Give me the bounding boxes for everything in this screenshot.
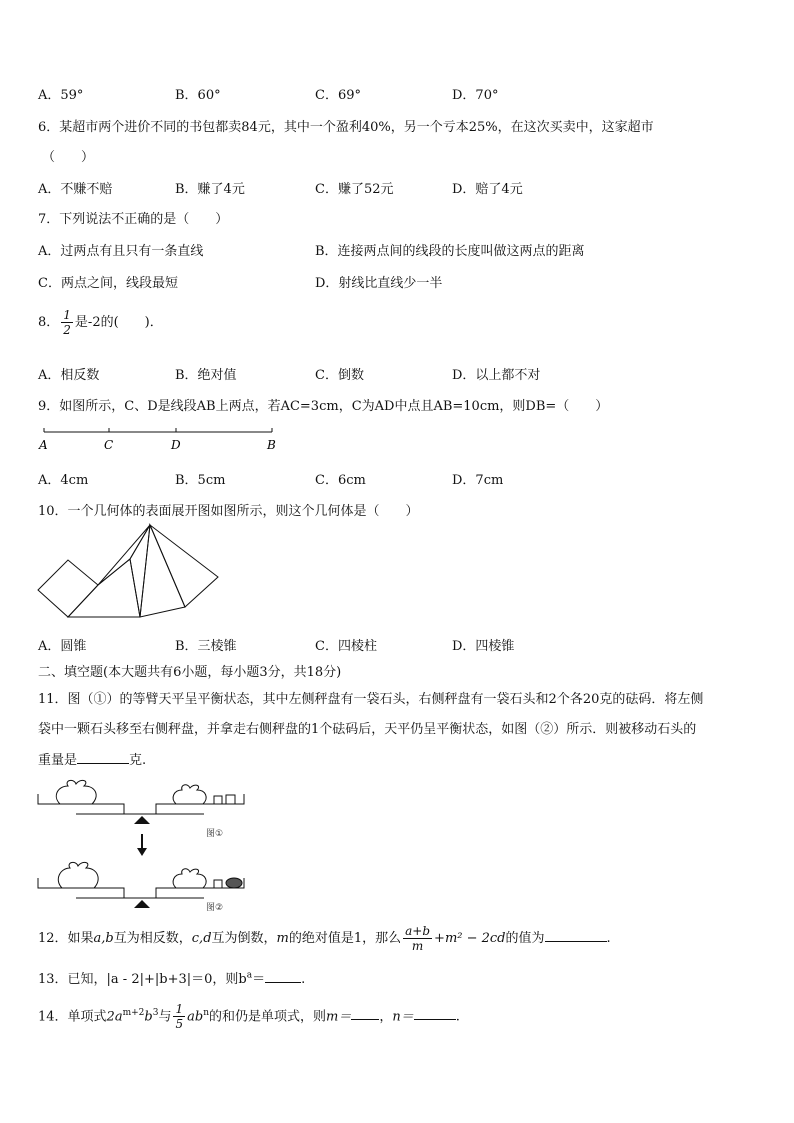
q10-option-b: B．三棱锥	[175, 639, 237, 654]
q9-text: 9．如图所示，C、D是线段AB上两点，若AC=3cm，C为AD中点且AB=10cm，则DB=（ ）	[38, 399, 609, 414]
q14-term1-b: b	[144, 1009, 153, 1025]
q10-option-a: A．圆锥	[38, 639, 87, 654]
net-triangle-4	[150, 525, 218, 607]
q13-sup: a	[246, 970, 253, 981]
q14-term1-b-sup: 3	[152, 1008, 159, 1018]
q14-mid: 与	[158, 1009, 172, 1025]
net-triangle-2	[130, 525, 150, 617]
q11-line-3	[38, 749, 146, 768]
q14-n-blank[interactable]	[414, 1007, 456, 1020]
q14-question	[38, 996, 460, 1034]
net-triangle-1	[98, 525, 150, 585]
q12-answer-blank[interactable]	[545, 929, 607, 942]
fig2-moved-stone-icon	[226, 878, 242, 888]
fig2-caption: 图②	[206, 903, 224, 913]
q14-fraction	[173, 1002, 185, 1031]
q7-option-d: D．射线比直线少一半	[315, 276, 443, 291]
q8-option-c: C．倒数	[315, 368, 364, 383]
q12-cd: c,d	[191, 931, 212, 946]
q7-option-b: B．连接两点间的线段的长度叫做这两点的距离	[315, 244, 585, 259]
q5-option-a: A．59°	[38, 88, 84, 103]
q8-question	[38, 308, 163, 337]
q13-mid: ＝	[252, 972, 266, 987]
q10-option-c: C．四棱柱	[315, 639, 377, 654]
point-label-d: D	[171, 438, 181, 452]
q14-m-blank[interactable]	[351, 1007, 379, 1020]
q14-frac-num: 1	[175, 1002, 184, 1017]
fig2-weight-icon	[214, 880, 222, 888]
q14-comma: ，	[379, 1009, 393, 1025]
q9-option-a: A．4cm	[38, 473, 89, 488]
q12-mid2: 互为倒数，	[211, 931, 277, 946]
q8-option-a: A．相反数	[38, 368, 100, 383]
q6-option-c: C．赚了52元	[315, 182, 394, 197]
q12-expr: +m² − 2cd	[434, 931, 506, 946]
fig1-fulcrum	[134, 816, 150, 824]
q13-end: .	[301, 972, 306, 987]
q6-text: 6．某超市两个进价不同的书包都卖84元，其中一个盈利40%，另一个亏本25%，在这次买卖中，这家超市	[38, 120, 654, 135]
point-label-a: A	[39, 438, 48, 452]
q8-prefix: 8．	[38, 315, 60, 330]
net-triangle-3	[140, 525, 185, 617]
point-label-b: B	[267, 438, 276, 452]
fig2-left-stone-bag-icon	[58, 862, 98, 888]
q14-term1: 2a	[106, 1009, 123, 1025]
fig2-right-stone-bag-icon	[173, 869, 206, 888]
q8-suffix: 是-2的( )．	[74, 315, 163, 330]
q11-answer-blank[interactable]	[77, 751, 129, 764]
q7-option-a: A．过两点有且只有一条直线	[38, 244, 204, 259]
q9-option-d: D．7cm	[452, 473, 504, 488]
q14-term1-sup: m+2	[122, 1008, 145, 1018]
q12-question	[38, 922, 611, 956]
q6-option-b: B．赚了4元	[175, 182, 245, 197]
q12-end: .	[606, 931, 611, 946]
q11-balance-figure	[34, 776, 264, 916]
fig1-right-stone-bag-icon	[173, 785, 206, 804]
section-heading-fill-in: 二、填空题(本大题共有6小题，每小题3分，共18分)	[38, 665, 342, 680]
q8-option-d: D．以上都不对	[452, 368, 541, 383]
q6-option-a: A．不赚不赔	[38, 182, 113, 197]
q12-pre: 12．如果	[38, 931, 94, 946]
q7-option-c: C．两点之间，线段最短	[38, 276, 178, 291]
q9-segment-figure	[36, 424, 286, 454]
down-arrow-icon	[137, 848, 147, 856]
q14-end: .	[455, 1009, 460, 1025]
q10-option-d: D．四棱锥	[452, 639, 515, 654]
q5-option-d: D．70°	[452, 88, 499, 103]
q12-fraction	[403, 924, 432, 953]
q8-frac-den: 2	[63, 323, 71, 337]
q12-ab: a,b	[93, 931, 114, 946]
fig2-fulcrum	[134, 900, 150, 908]
fig1-weight-2-icon	[226, 795, 235, 804]
q9-option-c: C．6cm	[315, 473, 366, 488]
q6-paren: （ ）	[42, 150, 95, 165]
q12-frac-num: a+b	[405, 924, 431, 938]
q10-text: 10．一个几何体的表面展开图如图所示，则这个几何体是（ ）	[38, 504, 419, 519]
q11-line-3-pre: 重量是	[38, 753, 78, 768]
q12-post: 的值为	[505, 931, 545, 946]
q14-pre: 14．单项式	[38, 1009, 107, 1025]
fig1-weight-1-icon	[214, 796, 222, 804]
q14-m-label: m＝	[326, 1009, 352, 1025]
q14-post: 的和仍是单项式，则	[208, 1009, 326, 1025]
fig1-left-stone-bag-icon	[56, 780, 96, 804]
q8-option-b: B．绝对值	[175, 368, 237, 383]
q14-n-label: n＝	[392, 1009, 414, 1025]
fig1-caption: 图①	[206, 829, 224, 839]
net-base-face	[68, 559, 140, 617]
q11-line-1: 11．图（①）的等臂天平呈平衡状态，其中左侧秤盘有一袋石头，右侧秤盘有一袋石头和2个各20克的砝码．将左侧	[38, 692, 704, 707]
q11-line-2: 袋中一颗石头移至右侧秤盘，并拿走右侧秤盘的1个砝码后，天平仍呈平衡状态，如图（②）所示．则被移动石头的	[38, 722, 697, 737]
q14-term2-sup: n	[203, 1008, 209, 1018]
q10-net-figure	[30, 522, 230, 622]
q8-fraction	[61, 308, 73, 337]
q8-frac-num: 1	[63, 308, 71, 322]
q14-term2: ab	[187, 1009, 204, 1025]
q12-m: m	[276, 931, 289, 946]
point-label-c: C	[104, 438, 114, 452]
q12-frac-den: m	[411, 939, 424, 953]
q5-option-c: C．69°	[315, 88, 361, 103]
q6-option-d: D．赔了4元	[452, 182, 523, 197]
q13-pre: 13．已知，|a - 2|+|b+3|＝0，则b	[38, 972, 247, 987]
q12-mid1: 互为相反数，	[113, 931, 192, 946]
net-side-square	[38, 560, 98, 617]
q13-answer-blank[interactable]	[265, 970, 301, 983]
q13-question	[38, 968, 305, 987]
q12-mid3: 的绝对值是1，那么	[288, 931, 402, 946]
q9-option-b: B．5cm	[175, 473, 226, 488]
q14-frac-den: 5	[175, 1017, 184, 1032]
q5-option-b: B．60°	[175, 88, 221, 103]
q7-text: 7．下列说法不正确的是（ ）	[38, 212, 229, 227]
q11-line-3-post: 克.	[129, 753, 147, 768]
